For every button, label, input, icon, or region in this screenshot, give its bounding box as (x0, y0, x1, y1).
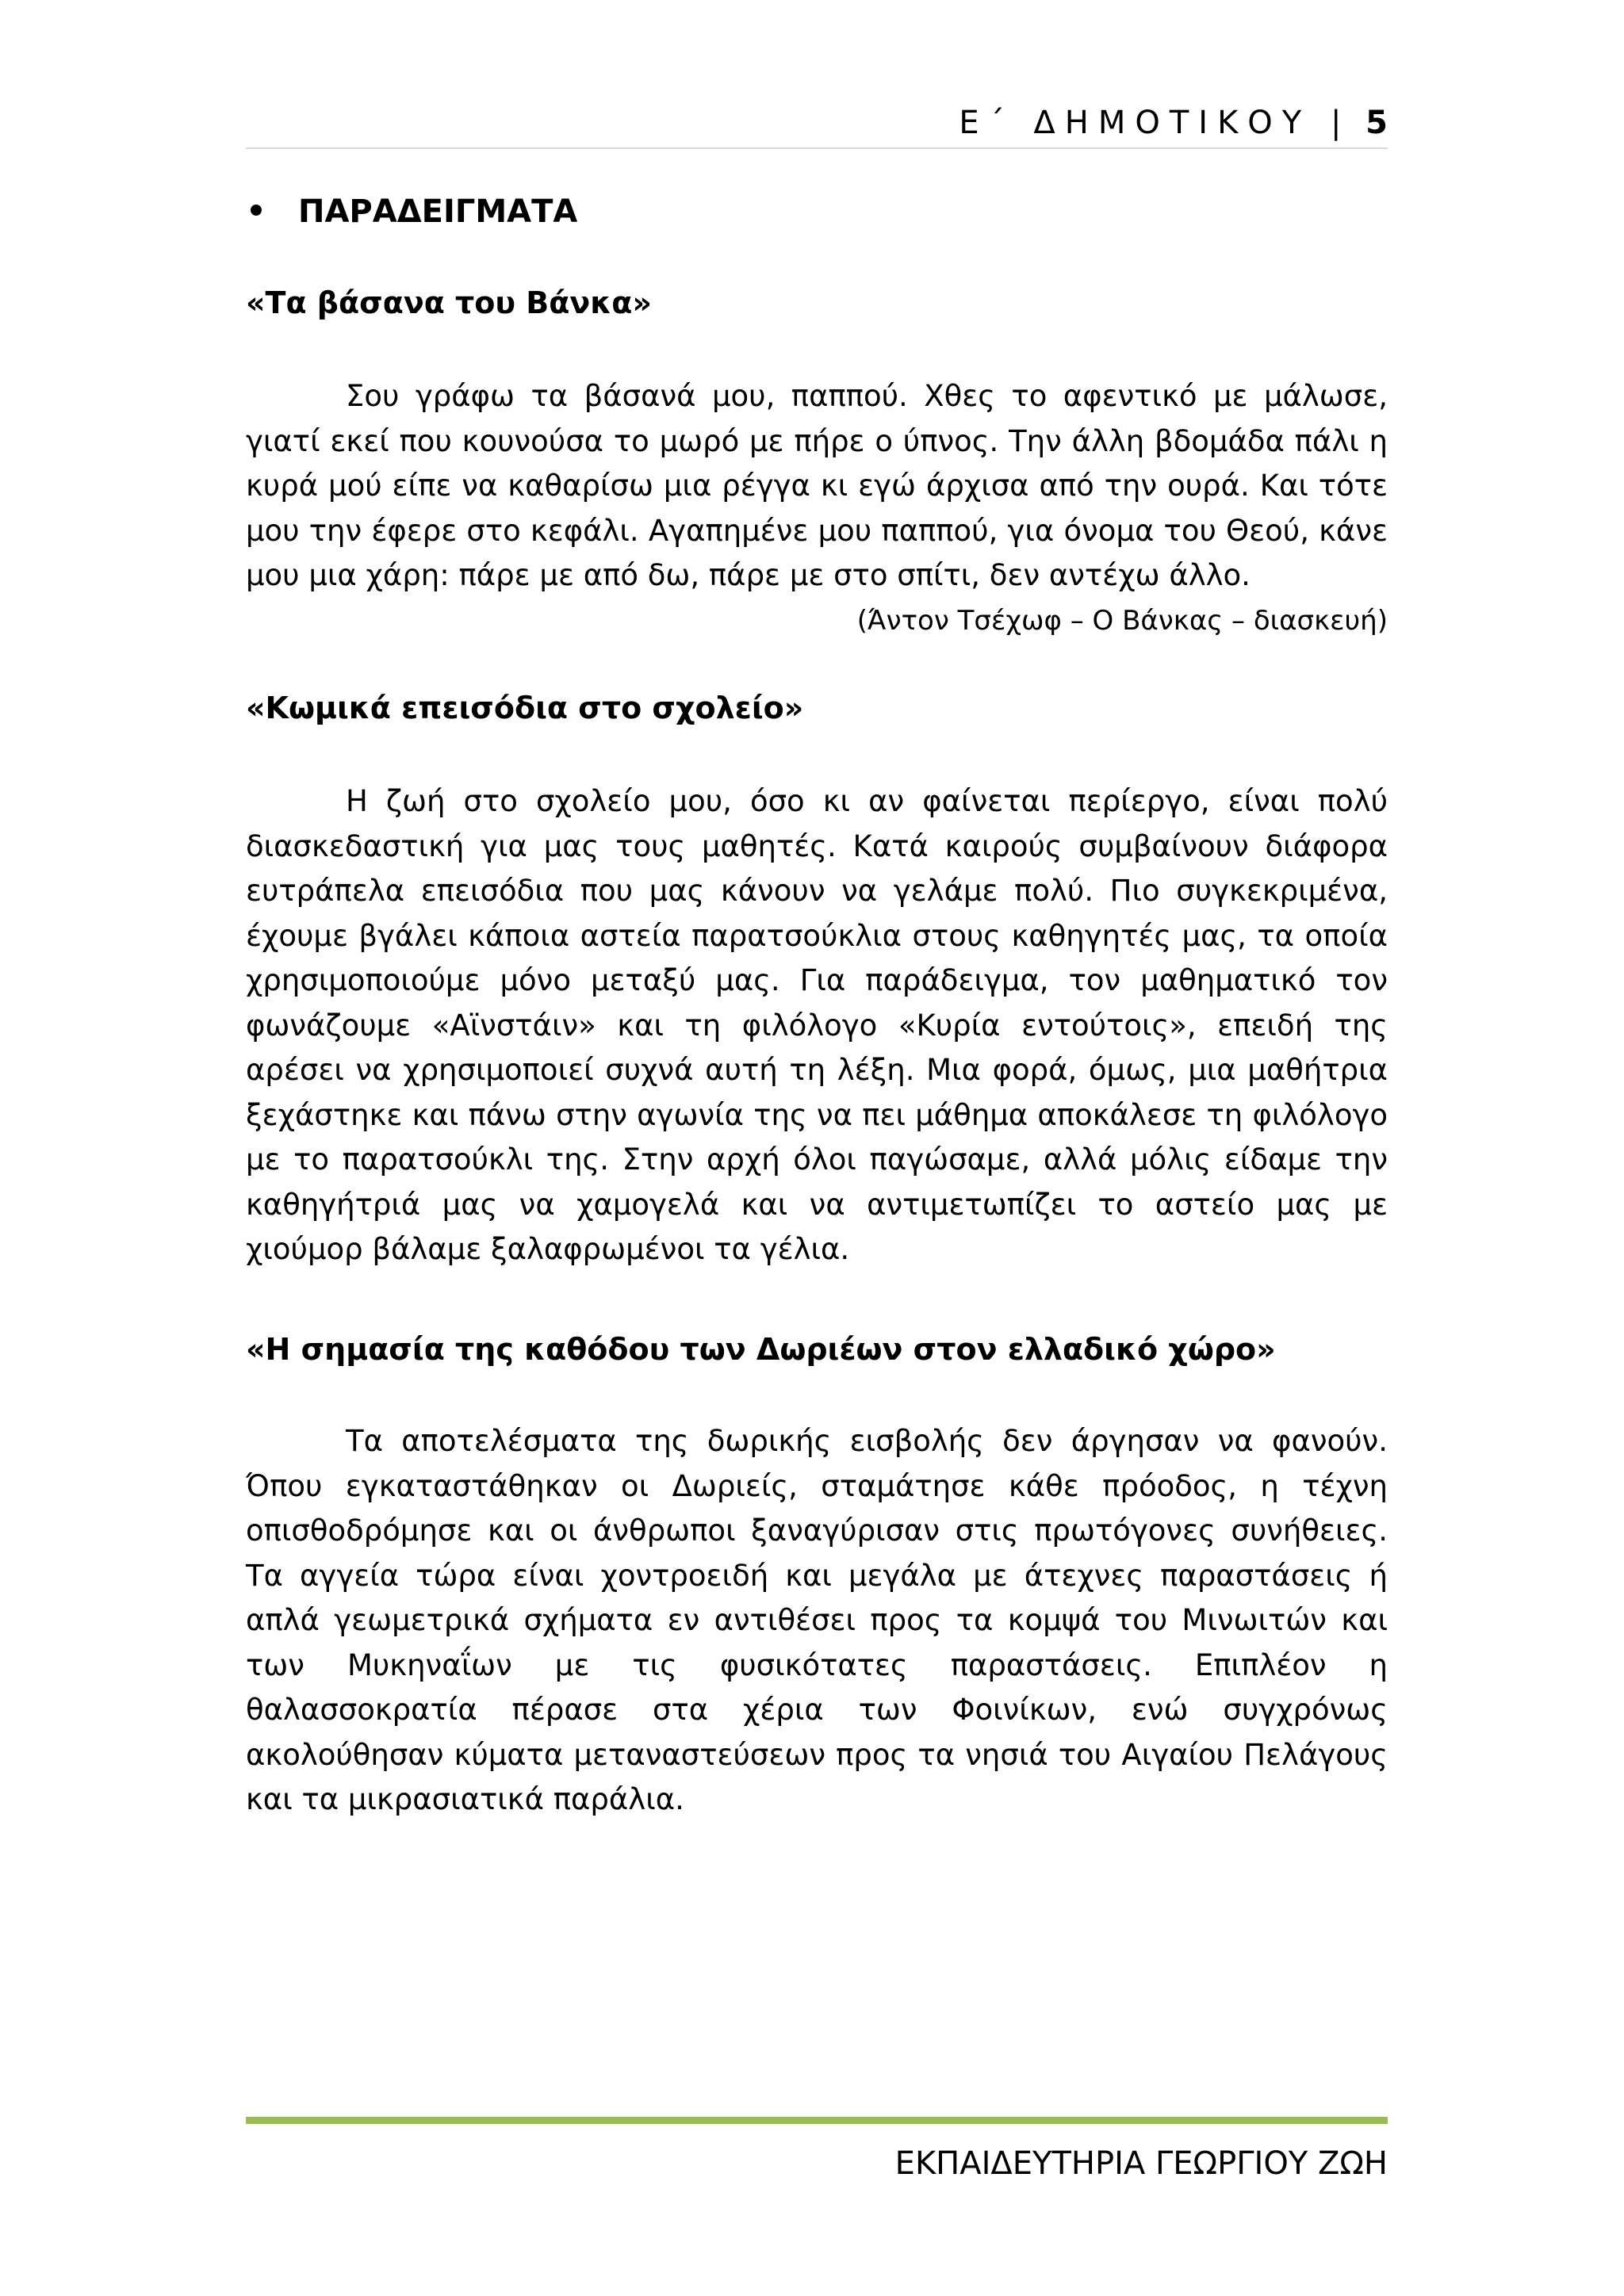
section-text-dorians: Τα αποτελέσματα της δωρικής εισβολής δεν άργησαν να φανούν. Όπου εγκαταστάθηκαν οι Δωριείς, σταμάτησε κάθε πρόοδος, η τέχνη οπισθοδρόμησε και οι άνθρωποι ξαναγύρισαν στις πρωτόγονες συνήθειες. Τα αγγεία τώρα είναι χοντροειδή και μεγάλα με άτεχνες παραστάσεις ή απλά γεωμετρικά σχήματα εν αντιθέσει προς τα κομψά του Μινωιτών και των Μυκηναΐων με τις φυσικότατες παραστάσεις. Επιπλέον η θαλασσοκρατία πέρασε στα χέρια των Φοινίκων, ενώ συγχρόνως ακολούθησαν κύματα μεταναστεύσεων προς τα νησιά του Αιγαίου Πελάγους και τα μικρασιατικά παράλια. (246, 1424, 1388, 1816)
examples-heading-text: ΠΑΡΑΔΕΙΓΜΑΤΑ (298, 193, 578, 230)
section-source-vanka: (Άντον Τσέχωφ – Ο Βάνκας – διασκευή) (856, 605, 1388, 637)
section-title-dorians: «Η σημασία της καθόδου των Δωριέων στον ελλαδικό χώρο» (246, 1332, 1276, 1367)
page-footer: ΕΚΠΑΙΔΕΥΤΗΡΙΑ ΓΕΩΡΓΙΟΥ ΖΩΗ (894, 2145, 1388, 2182)
bullet-icon (251, 205, 262, 216)
examples-heading (246, 193, 577, 230)
page-number: 5 (1365, 105, 1388, 141)
section-title-vanka: «Τα βάσανα του Βάνκα» (246, 285, 652, 320)
header-divider (246, 147, 1388, 149)
section-text-vanka: Σου γράφω τα βάσανά μου, παππού. Χθες το αφεντικό με μάλωσε, γιατί εκεί που κουνούσα το μωρό με πήρε ο ύπνος. Την άλλη βδομάδα πάλι η κυρά μού είπε να καθαρίσω μια ρέγγα κι εγώ άρχισα από την ουρά. Και τότε μου την έφερε στο κεφάλι. Αγαπημένε μου παππού, για όνομα του Θεού, κάνε μου μια χάρη: πάρε με από δω, πάρε με στο σπίτι, δεν αντέχω άλλο. (246, 379, 1388, 592)
section-title-school: «Κωμικά επεισόδια στο σχολείο» (246, 691, 804, 725)
page-header (246, 105, 1388, 146)
footer-divider (246, 2117, 1388, 2124)
header-separator: | (1330, 105, 1342, 141)
section-text-school: Η ζωή στο σχολείο μου, όσο κι αν φαίνεται περίεργο, είναι πολύ διασκεδαστική για μας τους μαθητές. Κατά καιρούς συμβαίνουν διάφορα ευτράπελα επεισόδια που μας κάνουν να γελάμε πολύ. Πιο συγκεκριμένα, έχουμε βγάλει κάποια αστεία παρατσούκλια στους καθηγητές μας, τα οποία χρησιμοποιούμε μόνο μεταξύ μας. Για παράδειγμα, τον μαθηματικό τον φωνάζουμε «Αϊνστάιν» και τη φιλόλογο «Κυρία εντούτοις», επειδή της αρέσει να χρησιμοποιεί συχνά αυτή τη λέξη. Μια φορά, όμως, μια μαθήτρια ξεχάστηκε και πάνω στην αγωνία της να πει μάθημα αποκάλεσε τη φιλόλογο με το παρατσούκλι της. Στην αρχή όλοι παγώσαμε, αλλά μόλις είδαμε την καθηγήτριά μας να χαμογελά και να αντιμετωπίζει το αστείο μας με χιούμορ βάλαμε ξαλαφρωμένοι τα γέλια. (246, 784, 1388, 1266)
header-title: Ε΄ ΔΗΜΟΤΙΚΟΥ (959, 105, 1312, 141)
